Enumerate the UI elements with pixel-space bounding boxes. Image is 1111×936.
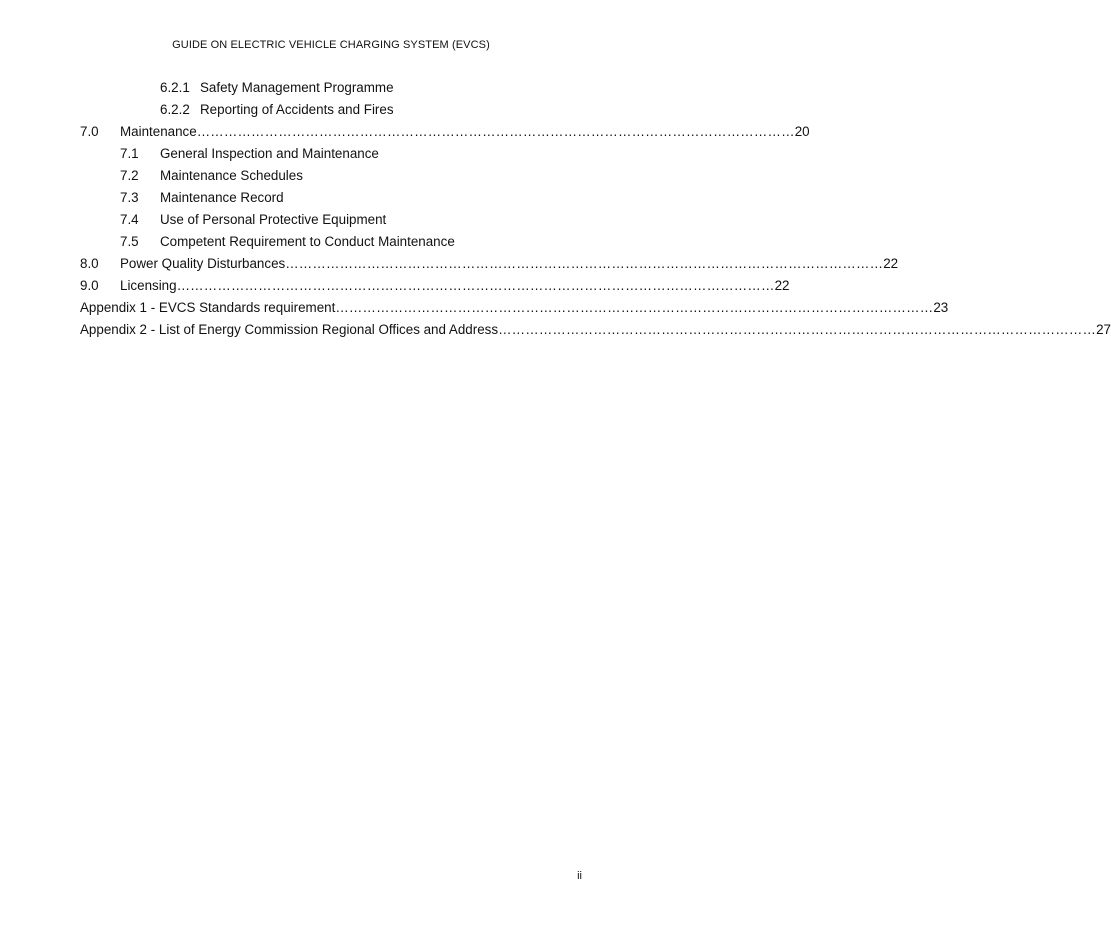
- toc-entry-title: Maintenance: [120, 124, 197, 139]
- toc-entry-7-1[interactable]: [120, 144, 580, 164]
- toc-entry-8-0[interactable]: [80, 254, 899, 274]
- toc-entry-appendix-2[interactable]: [80, 320, 1111, 340]
- toc-leader-dots: ……………………………………………………………………………………………………………………: [176, 278, 775, 293]
- toc-entry-7-0[interactable]: [80, 122, 810, 142]
- toc-leader-dots: ……………………………………………………………………………………………………………………: [498, 322, 1097, 337]
- toc-leader-line: [120, 254, 899, 274]
- toc-entry-number: 7.1: [120, 146, 139, 161]
- toc-entry-number: 6.2.2: [160, 102, 190, 117]
- toc-entry-number: 7.0: [80, 124, 99, 139]
- toc-entry-title: Appendix 2 - List of Energy Commission Regional Offices and Address: [80, 322, 499, 337]
- toc-entry-page: 20: [794, 124, 810, 139]
- toc-entry-number: 6.2.1: [160, 80, 190, 95]
- toc-entry-number: 8.0: [80, 256, 99, 271]
- toc-entry-title: Safety Management Programme: [200, 80, 394, 95]
- toc-entry-title: Appendix 1 - EVCS Standards requirement: [80, 300, 336, 315]
- toc-entry-number: 7.2: [120, 168, 139, 183]
- toc-entry-title: Use of Personal Protective Equipment: [160, 212, 387, 227]
- toc-entry-title: Licensing: [120, 278, 177, 293]
- toc-entry-6-2-2[interactable]: [160, 100, 580, 120]
- toc-entry-number: 7.5: [120, 234, 139, 249]
- page-number: ii: [577, 870, 582, 882]
- toc-leader-line: [120, 276, 790, 296]
- toc-entry-7-2[interactable]: [120, 166, 580, 186]
- toc-entry-title: Power Quality Disturbances: [120, 256, 286, 271]
- toc-entry-page: 27: [1096, 322, 1111, 337]
- toc-entry-page: 22: [774, 278, 790, 293]
- toc-entry-title: Maintenance Schedules: [160, 168, 303, 183]
- toc-entry-7-4[interactable]: [120, 210, 580, 230]
- toc-leader-line: [80, 298, 949, 318]
- toc-leader-line: [120, 122, 810, 142]
- toc-leader-dots: ……………………………………………………………………………………………………………………: [285, 256, 884, 271]
- toc-entry-title: General Inspection and Maintenance: [160, 146, 379, 161]
- toc-entry-7-3[interactable]: [120, 188, 580, 208]
- toc-entry-number: 7.3: [120, 190, 139, 205]
- toc-leader-line: [80, 320, 1111, 340]
- toc-entry-title: Competent Requirement to Conduct Maintenance: [160, 234, 455, 249]
- toc-entry-number: 9.0: [80, 278, 99, 293]
- toc-entry-title: Reporting of Accidents and Fires: [200, 102, 394, 117]
- toc-leader-dots: ……………………………………………………………………………………………………………………: [335, 300, 934, 315]
- toc-entry-appendix-1[interactable]: [80, 298, 949, 318]
- toc-entry-9-0[interactable]: [80, 276, 790, 296]
- toc-entry-number: 7.4: [120, 212, 139, 227]
- toc-entry-title: Maintenance Record: [160, 190, 284, 205]
- toc-entry-page: 23: [933, 300, 949, 315]
- toc-entry-7-5[interactable]: [120, 232, 580, 252]
- running-header: GUIDE ON ELECTRIC VEHICLE CHARGING SYSTEM (EVCS): [172, 39, 490, 51]
- toc-entry-6-2-1[interactable]: [160, 78, 580, 98]
- toc-entry-page: 22: [883, 256, 899, 271]
- toc-leader-dots: ……………………………………………………………………………………………………………………: [196, 124, 795, 139]
